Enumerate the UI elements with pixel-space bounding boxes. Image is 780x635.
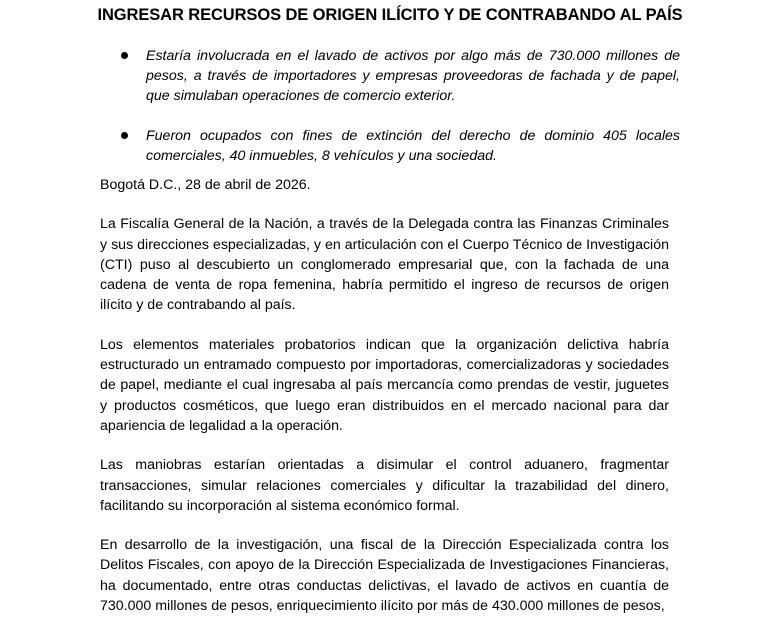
bullet-icon [121, 52, 128, 59]
summary-bullet-text: Fueron ocupados con fines de extinción del derecho de dominio 405 locales comerciales, 40 inmuebles, 8 vehículos y una sociedad. [146, 128, 680, 164]
bullet-icon [121, 132, 128, 139]
summary-bullet-list [100, 46, 680, 186]
body-paragraph: En desarrollo de la investigación, una fiscal de la Dirección Especializada contra los Delitos Fiscales, con apoyo de la Dirección Especializada de Investigaciones Financieras, ha documentado, entre otras conductas delictivas, el lavado de activos en cuantía de 730.000 millones de pesos, enriquecimiento ilícito por más de 430.000 millones de pesos, [100, 537, 669, 615]
body-paragraph: Los elementos materiales probatorios indican que la organización delictiva habría estructurado un entramado compuesto por importadoras, comercializadoras y sociedades de papel, mediante el cual ingresaba al país mercancía como prendas de vestir, juguetes y productos cosméticos, que luego eran distribuidos en el mercado nacional para dar apariencia de legalidad a la operación. [100, 336, 669, 434]
article-body [100, 175, 669, 635]
summary-bullet-item [100, 126, 680, 166]
summary-bullet-item [100, 46, 680, 106]
summary-bullet-text: Estaría involucrada en el lavado de activos por algo más de 730.000 millones de pesos, a través de importadores y empresas proveedoras de fachada y de papel, que simulaban operaciones de comercio exterior. [146, 48, 680, 104]
body-paragraph: Las maniobras estarían orientadas a disimular el control aduanero, fragmentar transacciones, simular relaciones comerciales y dificultar la trazabilidad del dinero, facilitando su incorporación al sistema económico formal. [100, 457, 669, 514]
dateline: Bogotá D.C., 28 de abril de 2026. [100, 177, 311, 193]
body-paragraph: La Fiscalía General de la Nación, a través de la Delegada contra las Finanzas Criminales y sus direcciones especializadas, y en articulación con el Cuerpo Técnico de Investigación (CTI) puso al descubierto un conglomerado empresarial que, con la fachada de una cadena de venta de ropa femenina, habría permitido el ingreso de recursos de origen ilícito y de contrabando al país. [100, 216, 669, 314]
page-title: INGRESAR RECURSOS DE ORIGEN ILÍCITO Y DE CONTRABANDO AL PAÍS [97, 6, 683, 24]
